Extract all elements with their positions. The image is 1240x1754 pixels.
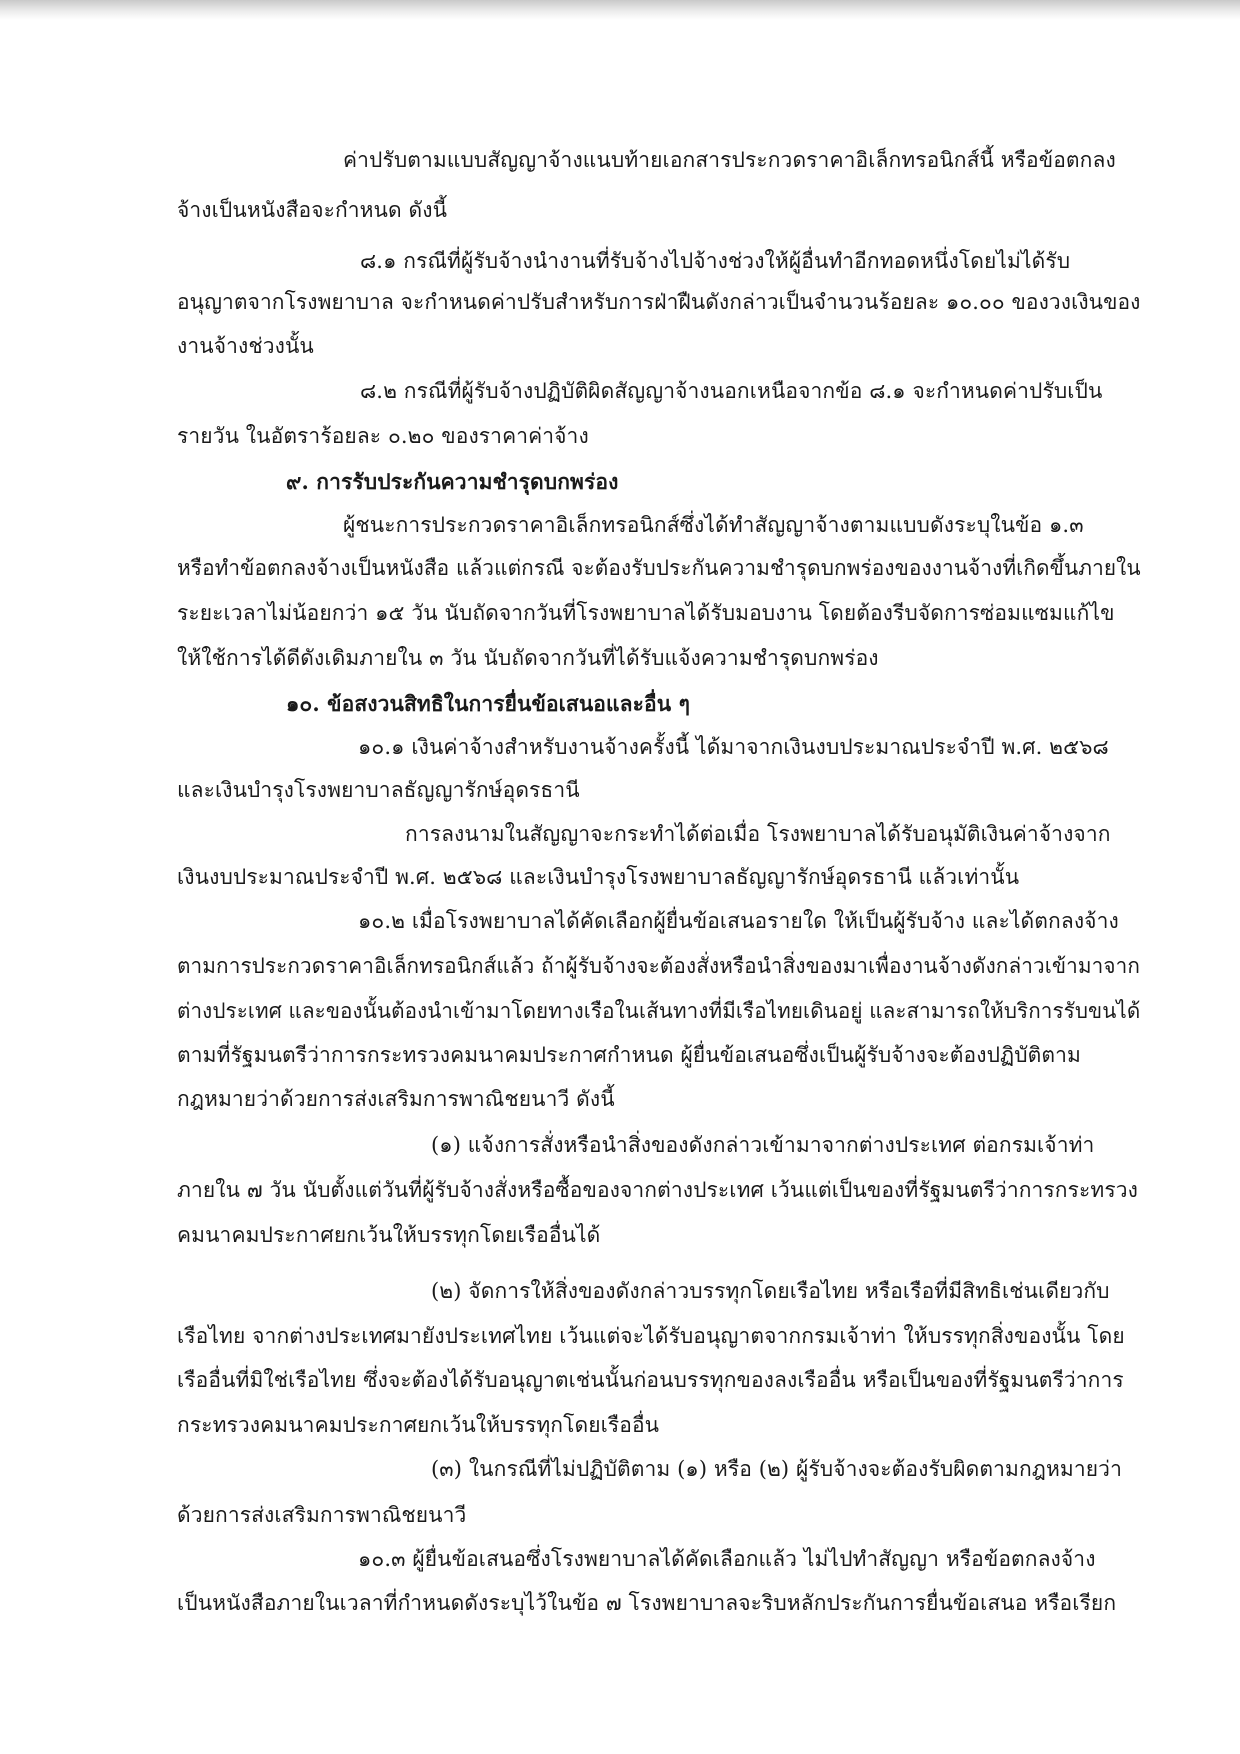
section-9-heading: ๙. การรับประกันความชำรุดบกพร่อง [286, 469, 619, 494]
text-line: รายวัน ในอัตราร้อยละ ๐.๒๐ ของราคาค่าจ้าง [177, 424, 589, 448]
item-1: (๑) แจ้งการสั่งหรือนำสิ่งของดังกล่าวเข้ามาจากต่างประเทศ ต่อกรมเจ้าท่า [431, 1133, 1095, 1157]
item-2: (๒) จัดการให้สิ่งของดังกล่าวบรรทุกโดยเรือไทย หรือเรือที่มีสิทธิเช่นเดียวกับ [431, 1279, 1110, 1303]
text-line: เรืออื่นที่มิใช่เรือไทย ซึ่งจะต้องได้รับอนุญาตเช่นนั้นก่อนบรรทุกของลงเรืออื่น หรือเป็นของที่รัฐมนตรีว่าการ [177, 1368, 1124, 1392]
text-line: เรือไทย จากต่างประเทศมายังประเทศไทย เว้นแต่จะได้รับอนุญาตจากกรมเจ้าท่า ให้บรรทุกสิ่งของนั้น โดย [177, 1324, 1125, 1348]
text-line: ต่างประเทศ และของนั้นต้องนำเข้ามาโดยทางเรือในเส้นทางที่มีเรือไทยเดินอยู่ และสามารถให้บริการรับขนได้ [177, 999, 1141, 1023]
text-line: อนุญาตจากโรงพยาบาล จะกำหนดค่าปรับสำหรับการฝ่าฝืนดังกล่าวเป็นจำนวนร้อยละ ๑๐.๐๐ ของวงเงินของ [177, 290, 1141, 314]
text-line: คมนาคมประกาศยกเว้นให้บรรทุกโดยเรืออื่นได้ [177, 1223, 601, 1247]
text-line: หรือทำข้อตกลงจ้างเป็นหนังสือ แล้วแต่กรณี จะต้องรับประกันความชำรุดบกพร่องของงานจ้างที่เกิดขึ้นภายใน [177, 556, 1141, 580]
clause-8-2: ๘.๒ กรณีที่ผู้รับจ้างปฏิบัติผิดสัญญาจ้างนอกเหนือจากข้อ ๘.๑ จะกำหนดค่าปรับเป็น [360, 379, 1103, 403]
text-line: การลงนามในสัญญาจะกระทำได้ต่อเมื่อ โรงพยาบาลได้รับอนุมัติเงินค่าจ้างจาก [405, 822, 1111, 846]
clause-10-1: ๑๐.๑ เงินค่าจ้างสำหรับงานจ้างครั้งนี้ ได้มาจากเงินงบประมาณประจำปี พ.ศ. ๒๕๖๘ [358, 735, 1109, 759]
text-line: ผู้ชนะการประกวดราคาอิเล็กทรอนิกส์ซึ่งได้ทำสัญญาจ้างตามแบบดังระบุในข้อ ๑.๓ [343, 513, 1084, 537]
text-line: จ้างเป็นหนังสือจะกำหนด ดังนี้ [177, 198, 448, 222]
section-10-heading: ๑๐. ข้อสงวนสิทธิในการยื่นข้อเสนอและอื่น ๆ [286, 691, 690, 716]
text-line: เป็นหนังสือภายในเวลาที่กำหนดดังระบุไว้ในข้อ ๗ โรงพยาบาลจะริบหลักประกันการยื่นข้อเสนอ หรือเรียก [177, 1591, 1117, 1615]
clause-8-1: ๘.๑ กรณีที่ผู้รับจ้างนำงานที่รับจ้างไปจ้างช่วงให้ผู้อื่นทำอีกทอดหนึ่งโดยไม่ได้รับ [360, 249, 1071, 273]
clause-10-2: ๑๐.๒ เมื่อโรงพยาบาลได้คัดเลือกผู้ยื่นข้อเสนอรายใด ให้เป็นผู้รับจ้าง และได้ตกลงจ้าง [358, 909, 1119, 933]
item-3: (๓) ในกรณีที่ไม่ปฏิบัติตาม (๑) หรือ (๒) ผู้รับจ้างจะต้องรับผิดตามกฎหมายว่า [431, 1457, 1122, 1481]
text-line: กฎหมายว่าด้วยการส่งเสริมการพาณิชยนาวี ดังนี้ [177, 1087, 615, 1111]
text-line: ด้วยการส่งเสริมการพาณิชยนาวี [177, 1503, 467, 1527]
clause-10-3: ๑๐.๓ ผู้ยื่นข้อเสนอซึ่งโรงพยาบาลได้คัดเลือกแล้ว ไม่ไปทำสัญญา หรือข้อตกลงจ้าง [358, 1547, 1096, 1571]
text-line: เงินงบประมาณประจำปี พ.ศ. ๒๕๖๘ และเงินบำรุงโรงพยาบาลธัญญารักษ์อุดรธานี แล้วเท่านั้น [177, 865, 1020, 889]
text-line: และเงินบำรุงโรงพยาบาลธัญญารักษ์อุดรธานี [177, 778, 580, 802]
text-line: ภายใน ๗ วัน นับตั้งแต่วันที่ผู้รับจ้างสั่งหรือซื้อของจากต่างประเทศ เว้นแต่เป็นของที่รัฐมนตรีว่าการกระทรวง [177, 1178, 1138, 1202]
text-line: งานจ้างช่วงนั้น [177, 334, 314, 358]
text-line: ตามที่รัฐมนตรีว่าการกระทรวงคมนาคมประกาศกำหนด ผู้ยื่นข้อเสนอซึ่งเป็นผู้รับจ้างจะต้องปฏิบัติตาม [177, 1043, 1081, 1067]
text-line: ตามการประกวดราคาอิเล็กทรอนิกส์แล้ว ถ้าผู้รับจ้างจะต้องสั่งหรือนำสิ่งของมาเพื่องานจ้างดังกล่าวเข้ามาจาก [177, 954, 1141, 978]
text-line: ให้ใช้การได้ดีดังเดิมภายใน ๓ วัน นับถัดจากวันที่ได้รับแจ้งความชำรุดบกพร่อง [177, 646, 879, 670]
text-line: กระทรวงคมนาคมประกาศยกเว้นให้บรรทุกโดยเรืออื่น [177, 1413, 660, 1437]
text-line: ค่าปรับตามแบบสัญญาจ้างแนบท้ายเอกสารประกวดราคาอิเล็กทรอนิกส์นี้ หรือข้อตกลง [343, 148, 1116, 172]
text-line: ระยะเวลาไม่น้อยกว่า ๑๕ วัน นับถัดจากวันที่โรงพยาบาลได้รับมอบงาน โดยต้องรีบจัดการซ่อมแซมแก้ไข [177, 601, 1115, 625]
